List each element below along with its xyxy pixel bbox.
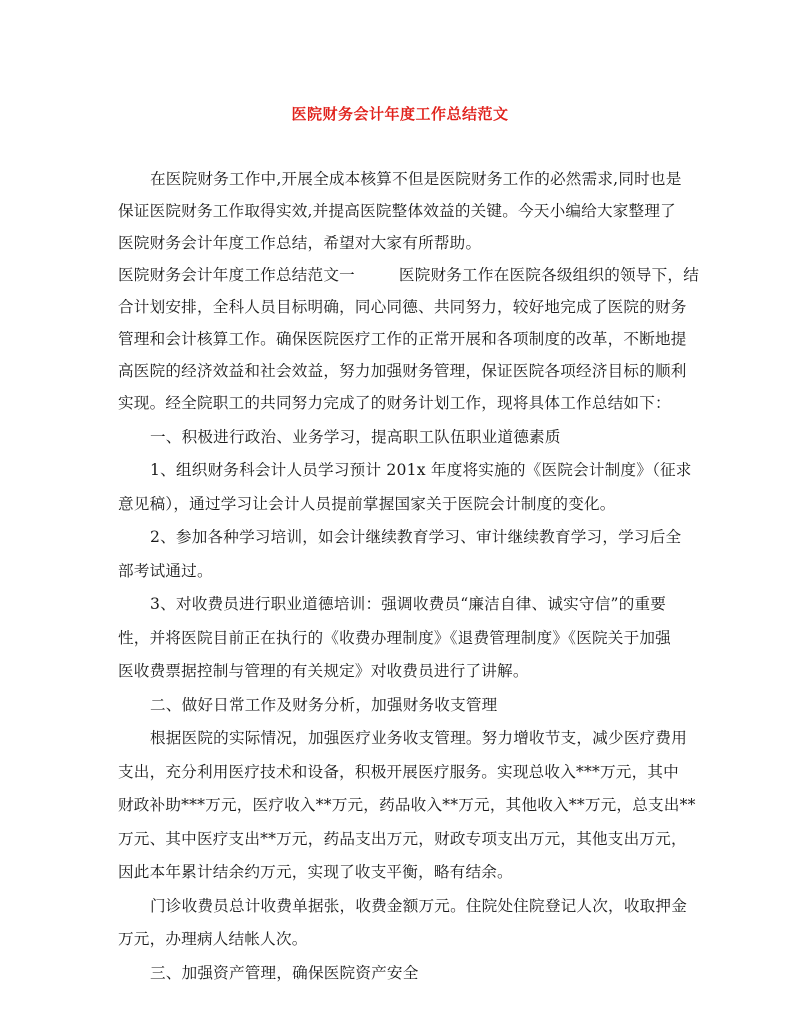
section-heading: 二、做好日常工作及财务分析，加强财务收支管理 bbox=[150, 695, 498, 714]
paragraph-line: 万元，办理病人结帐人次。 bbox=[118, 930, 308, 948]
paragraph-line: 3、对收费员进行职业道德培训：强调收费员“廉洁自律、诚实守信”的重要 bbox=[150, 595, 667, 613]
paragraph-line: 1、组织财务科会计人员学习预计 201x 年度将实施的《医院会计制度》（征求 bbox=[150, 461, 692, 479]
paragraph-line: 高医院的经济效益和社会效益，努力加强财务管理，保证医院各项经济目标的顺利 bbox=[118, 362, 687, 380]
paragraph-text: 医院财务工作在医院各级组织的领导下，结 bbox=[398, 266, 700, 284]
paragraph-line: 万元、其中医疗支出**万元，药品支出万元，财政专项支出万元，其他支出万元， bbox=[118, 829, 687, 848]
paragraph-line: 管理和会计核算工作。确保医院医疗工作的正常开展和各项制度的改革，不断地提 bbox=[118, 330, 687, 348]
paragraph-line: 性，并将医院目前正在执行的《收费办理制度》《退费管理制度》《医院关于加强 bbox=[118, 628, 671, 647]
section-heading: 三、加强资产管理，确保医院资产安全 bbox=[150, 963, 419, 982]
paragraph-line: 实现。经全院职工的共同努力完成了的财务计划工作，现将具体工作总结如下： bbox=[118, 394, 671, 412]
paragraph-line: 财政补助***万元，医疗收入**万元，药品收入**万元，其他收入**万元，总支出** bbox=[118, 796, 696, 814]
paragraph-line: 2、参加各种学习培训，如会计继续教育学习、审计继续教育学习，学习后全 bbox=[150, 528, 682, 546]
paragraph-line: 支出，充分利用医疗技术和设备，积极开展医疗服务。实现总收入***万元，其中 bbox=[118, 762, 679, 781]
paragraph-line: 意见稿），通过学习让会计人员提前掌握国家关于医院会计制度的变化。 bbox=[118, 494, 616, 513]
document-body bbox=[118, 163, 700, 990]
paragraph-line: 部考试通过。 bbox=[118, 561, 213, 580]
document-title: 医院财务会计年度工作总结范文 bbox=[291, 105, 509, 123]
paragraph-line: 因此本年累计结余约万元，实现了收支平衡，略有结余。 bbox=[118, 863, 513, 881]
paragraph-line: 医院财务会计年度工作总结，希望对大家有所帮助。 bbox=[118, 234, 482, 252]
section-heading: 一、积极进行政治、业务学习，提高职工队伍职业道德素质 bbox=[150, 427, 561, 446]
paragraph-line: 医收费票据控制与管理的有关规定》对收费员进行了讲解。 bbox=[118, 662, 529, 680]
paragraph-line: 门诊收费员总计收费单据张，收费金额万元。住院处住院登记人次，收取押金 bbox=[150, 896, 687, 915]
paragraph-line: 保证医院财务工作取得实效,并提高医院整体效益的关键。今天小编给大家整理了 bbox=[118, 202, 676, 220]
paragraph-line bbox=[118, 259, 700, 291]
paragraph-line: 在医院财务工作中,开展全成本核算不但是医院财务工作的必然需求,同时也是 bbox=[150, 170, 682, 188]
paragraph-line: 根据医院的实际情况，加强医疗业务收支管理。努力增收节支，减少医疗费用 bbox=[150, 729, 687, 747]
section-heading: 医院财务会计年度工作总结范文一 bbox=[118, 266, 355, 284]
paragraph-line: 合计划安排，全科人员目标明确，同心同德、共同努力，较好地完成了医院的财务 bbox=[118, 298, 687, 316]
